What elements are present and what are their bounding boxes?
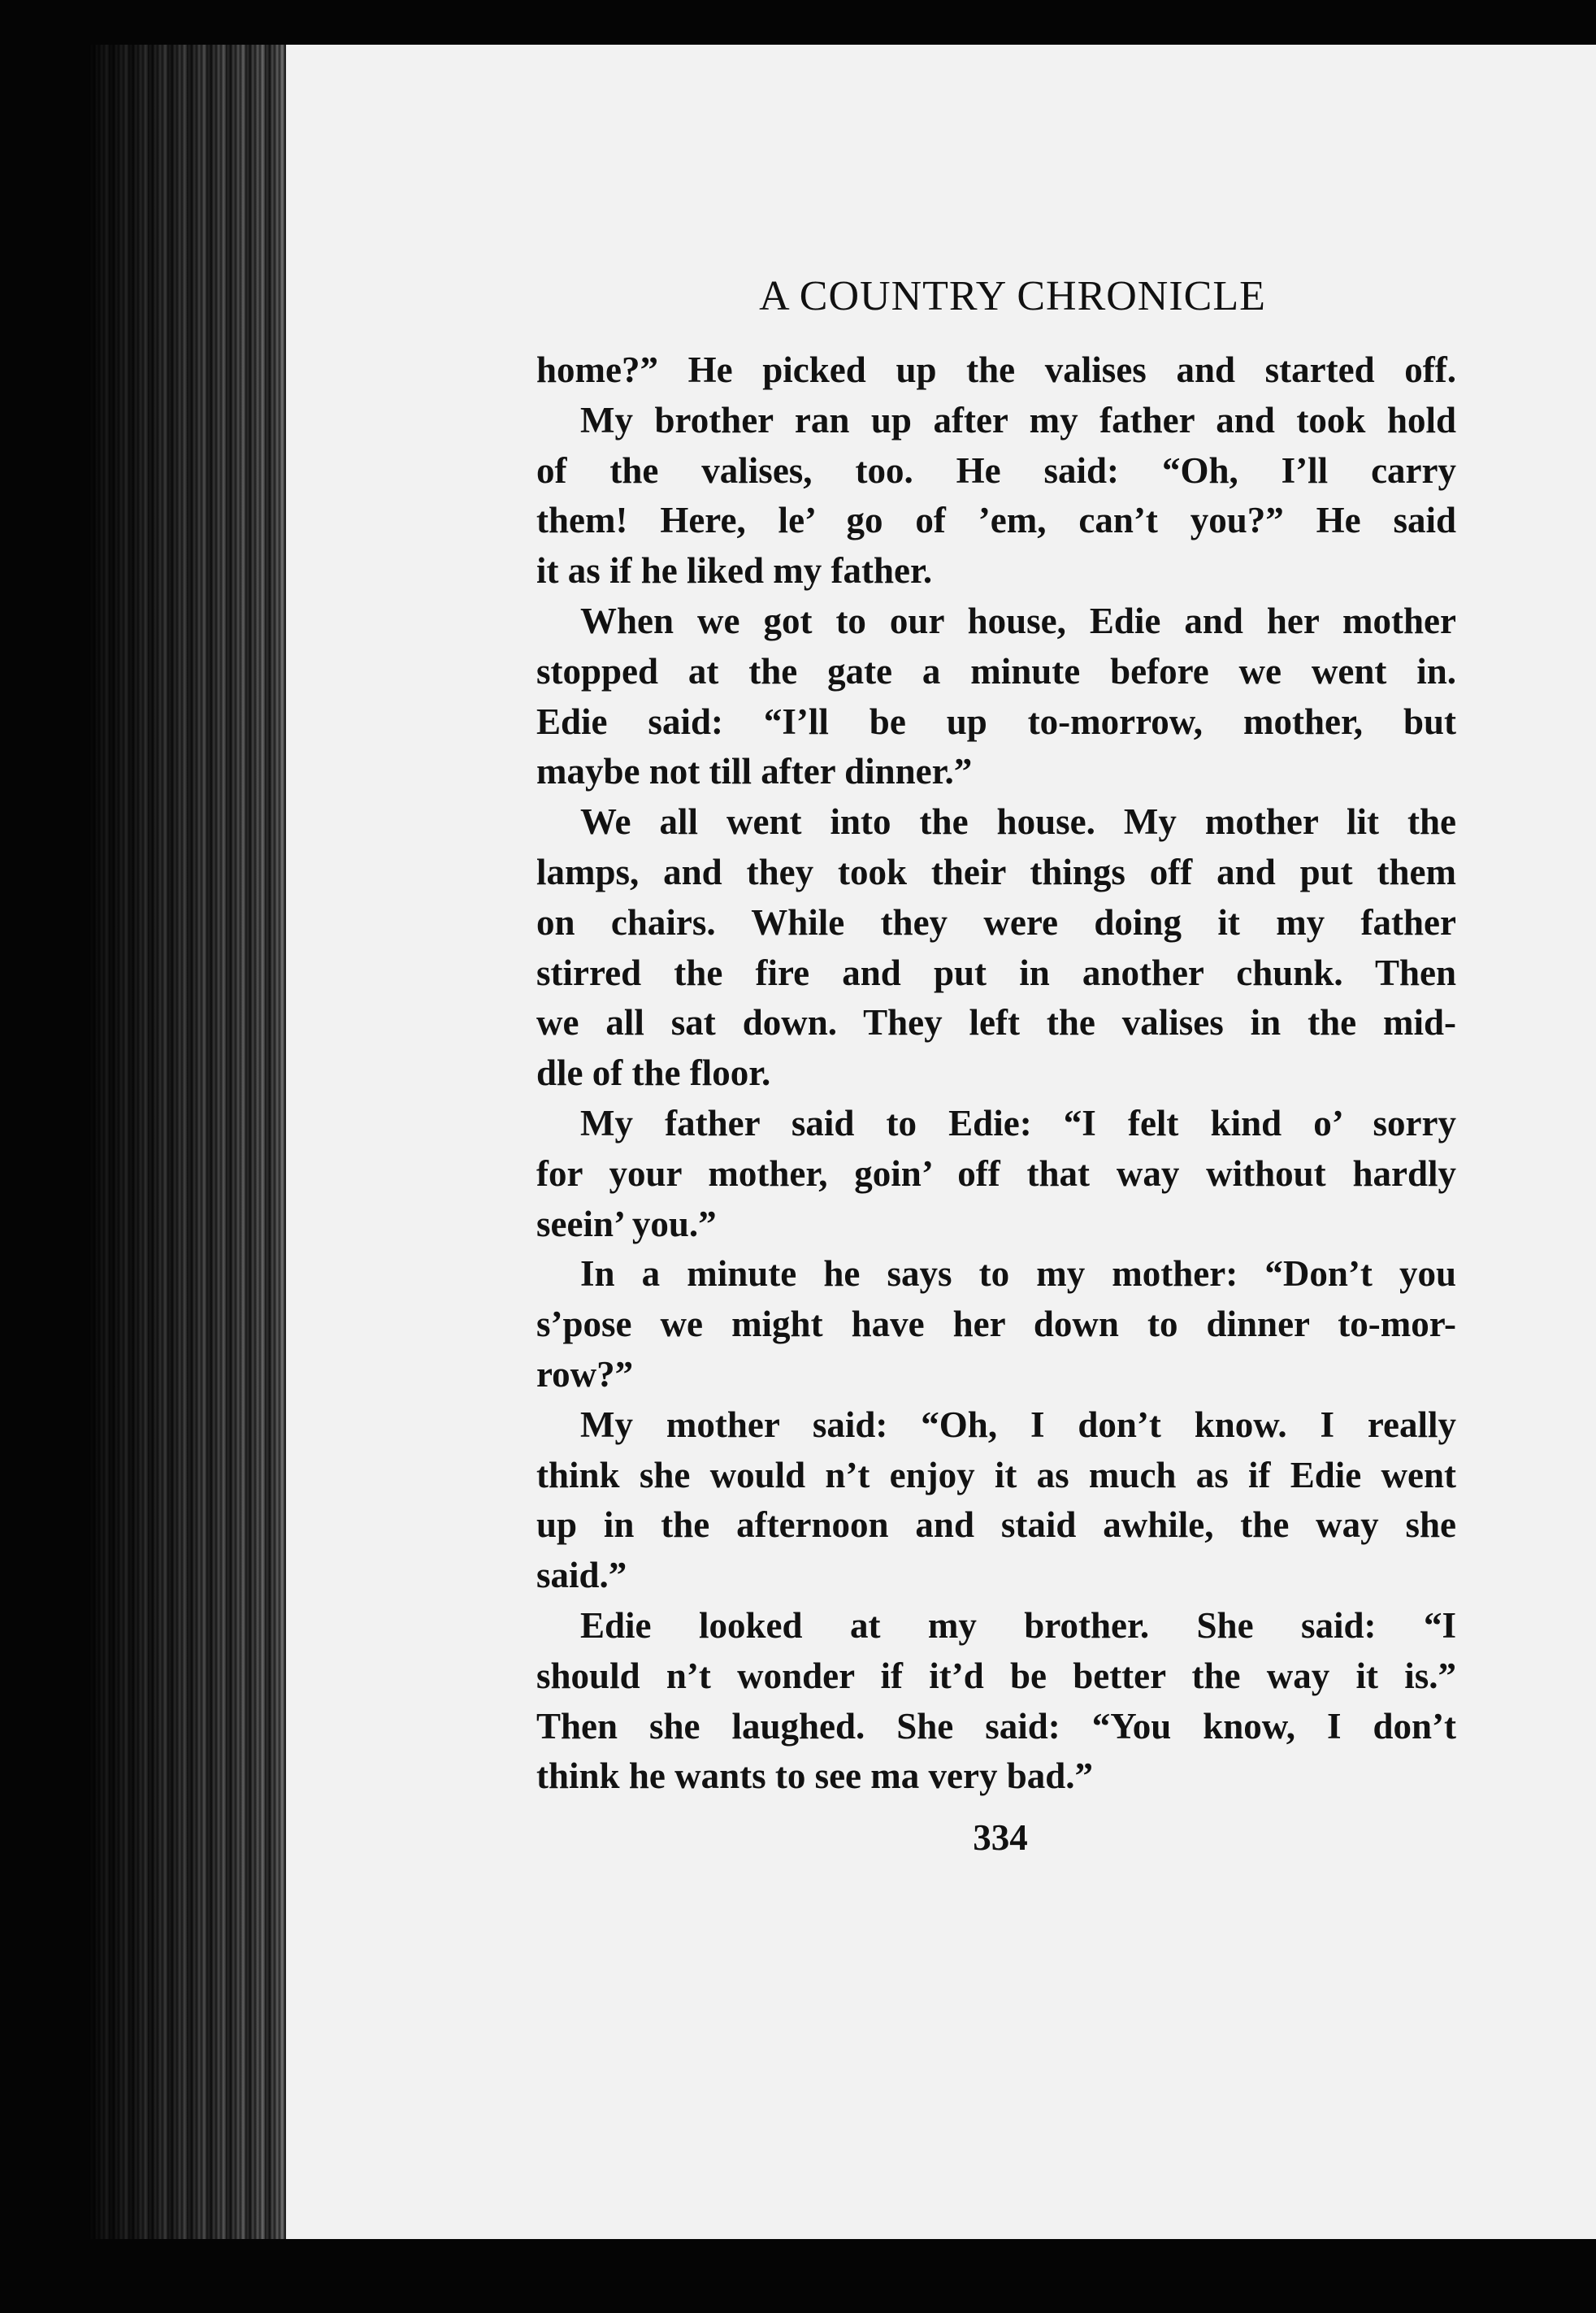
text-line: said.” — [536, 1555, 627, 1596]
text-line: maybe not till after dinner.” — [536, 751, 973, 792]
text-line: on chairs. While they were doing it my father — [536, 901, 1456, 943]
text-line: home?” He picked up the valises and started off. — [536, 349, 1456, 390]
text-line: up in the afternoon and staid awhile, the way she — [536, 1504, 1456, 1546]
text-line: In a minute he says to my mother: “Don’t you — [580, 1253, 1456, 1295]
text-line: seein’ you.” — [536, 1203, 717, 1244]
text-line: Edie looked at my brother. She said: “I — [580, 1604, 1456, 1646]
text-line: we all sat down. They left the valises in the mid- — [536, 1002, 1456, 1044]
book-page — [286, 45, 1596, 2239]
text-line: stopped at the gate a minute before we went in. — [536, 650, 1456, 692]
text-line: lamps, and they took their things off and put them — [536, 851, 1456, 892]
text-line: My mother said: “Oh, I don’t know. I really — [580, 1404, 1456, 1445]
text-line: My father said to Edie: “I felt kind o’ sorry — [580, 1102, 1456, 1143]
body-text — [536, 345, 1456, 1802]
running-head: A COUNTRY CHRONICLE — [759, 273, 1266, 319]
text-line: them! Here, le’ go of ’em, can’t you?” He said — [536, 500, 1456, 541]
text-line: Then she laughed. She said: “You know, I don’t — [536, 1705, 1456, 1747]
text-line: My brother ran up after my father and took hold — [580, 399, 1456, 440]
text-line: stirred the fire and put in another chunk. Then — [536, 952, 1456, 993]
text-block — [536, 264, 1456, 1859]
text-line: think he wants to see ma very bad.” — [536, 1755, 1094, 1797]
text-line: it as if he liked my father. — [536, 550, 933, 592]
book-edge-shadow — [89, 45, 293, 2239]
text-line: Edie said: “I’ll be up to-morrow, mother, but — [536, 701, 1456, 742]
text-line: for your mother, goin’ off that way without hardly — [536, 1152, 1456, 1194]
text-line: We all went into the house. My mother lit the — [580, 801, 1456, 843]
text-line: should n’t wonder if it’d be better the way it is.” — [536, 1655, 1456, 1696]
text-line: think she would n’t enjoy it as much as if Edie went — [536, 1454, 1456, 1495]
text-line: of the valises, too. He said: “Oh, I’ll carry — [536, 449, 1456, 491]
text-line: dle of the floor. — [536, 1052, 771, 1094]
text-line: When we got to our house, Edie and her mother — [580, 600, 1456, 641]
text-line: s’pose we might have her down to dinner to-mor- — [536, 1304, 1456, 1345]
text-line: row?” — [536, 1353, 634, 1395]
page-number: 334 — [973, 1817, 1028, 1859]
